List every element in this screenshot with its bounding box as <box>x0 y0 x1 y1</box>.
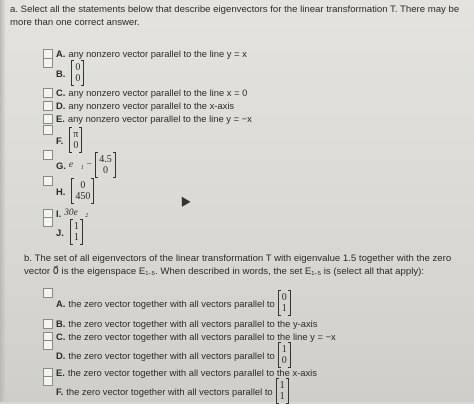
checkbox-b-F[interactable] <box>43 376 53 386</box>
option-b-E[interactable]: E. the zero vector together with all vectors parallel to the x-axis <box>43 367 317 378</box>
option-a-G[interactable]: G. e⃗₁ − 4.5 0 <box>43 153 116 177</box>
question-b-prompt: b. The set of all eigenvectors of the linear transformation T with eigenvalue 1.5 together with the zero vector 0⃗ is the eigenspace E₁.₅. When described in words, the set E₁.₅ is (select all that apply): <box>24 253 452 277</box>
checkbox-a-J[interactable] <box>43 217 53 227</box>
option-a-H[interactable]: H. 0 450 <box>43 179 94 203</box>
option-b-F[interactable]: F. the zero vector together with all vectors parallel to 1 1 <box>43 379 289 403</box>
checkbox-a-A[interactable] <box>43 49 53 59</box>
vector-a-J: 1 1 <box>70 220 83 244</box>
page-edge-shadow <box>0 0 6 402</box>
vector-b-D: 1 0 <box>278 343 291 367</box>
option-b-D[interactable]: D. the zero vector together with all vectors parallel to 1 0 <box>43 343 291 367</box>
vector-b-F: 1 1 <box>276 379 289 403</box>
question-a-prompt: a. Select all the statements below that describe eigenvectors for the linear transformation T. There may be more than one correct answer. <box>10 4 460 28</box>
checkbox-a-F[interactable] <box>43 125 53 135</box>
checkbox-a-E[interactable] <box>43 114 53 124</box>
mouse-cursor-icon <box>177 194 190 207</box>
checkbox-a-B[interactable] <box>43 58 53 68</box>
option-b-C[interactable]: C. the zero vector together with all vectors parallel to the line y = −x <box>43 331 336 342</box>
option-b-B[interactable]: B. the zero vector together with all vectors parallel to the y-axis <box>43 318 317 329</box>
checkbox-b-B[interactable] <box>43 319 53 329</box>
vector-a-H: 0 450 <box>71 179 94 203</box>
option-a-I[interactable]: I. 30e⃗₂ <box>43 208 88 219</box>
option-a-C[interactable]: C. any nonzero vector parallel to the line x = 0 <box>43 87 247 98</box>
checkbox-a-G[interactable] <box>43 150 53 160</box>
option-a-J[interactable]: J. 1 1 <box>43 220 83 244</box>
vector-a-B: 0 0 <box>71 61 84 85</box>
checkbox-b-A[interactable] <box>43 288 53 298</box>
checkbox-a-D[interactable] <box>43 101 53 111</box>
option-a-B[interactable]: B. 0 0 <box>43 61 84 85</box>
option-b-A[interactable]: A. the zero vector together with all vectors parallel to 0 1 <box>43 291 291 315</box>
vector-a-F: π 0 <box>69 128 82 152</box>
option-a-A[interactable]: A. any nonzero vector parallel to the line y = x <box>43 48 247 59</box>
vector-b-A: 0 1 <box>278 291 291 315</box>
option-a-F[interactable]: F. π 0 <box>43 128 82 152</box>
checkbox-a-H[interactable] <box>43 176 53 186</box>
option-a-D[interactable]: D. any nonzero vector parallel to the x-axis <box>43 100 234 111</box>
option-a-E[interactable]: E. any nonzero vector parallel to the line y = −x <box>43 113 252 124</box>
vector-a-G: 4.5 0 <box>95 153 116 177</box>
checkbox-a-C[interactable] <box>43 88 53 98</box>
checkbox-b-D[interactable] <box>43 340 53 350</box>
